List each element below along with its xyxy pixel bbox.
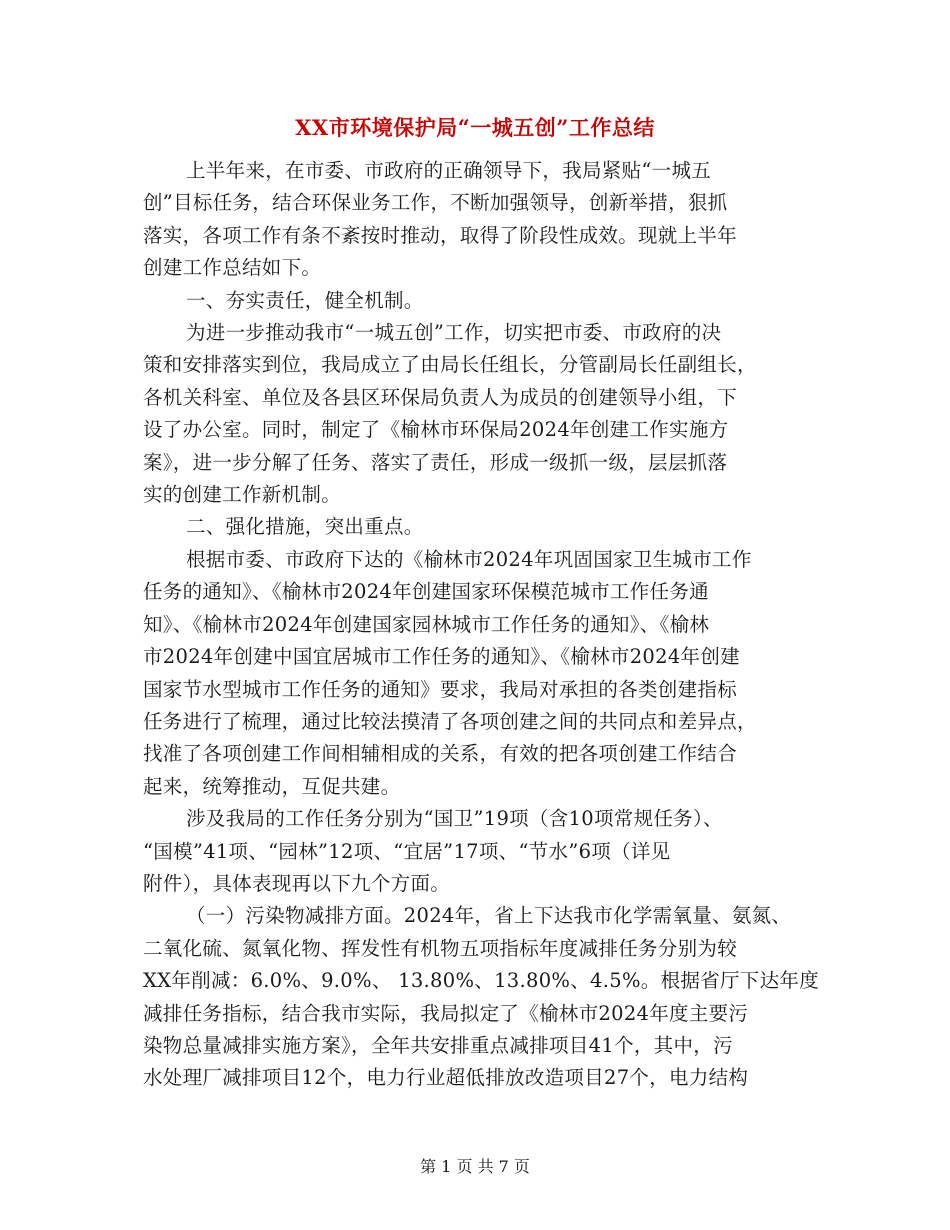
text-line: 策和安排落实到位，我局成立了由局长任组长，分管副局长任副组长， [143, 353, 757, 377]
document-body [143, 155, 819, 1095]
text-line: “国模”41项、“园林”12项、“宜居”17项、“节水”6项（详见 [143, 839, 671, 863]
text-line: 找准了各项创建工作间相辅相成的关系，有效的把各项创建工作结合 [143, 742, 738, 766]
section-heading-2 [143, 511, 808, 543]
text-line: 各机关科室、单位及各县区环保局负责人为成员的创建领导小组，下 [143, 385, 738, 409]
document-title: XX市环境保护局“一城五创”工作总结 [295, 115, 655, 140]
text-line: 任务的通知》、《榆林市2024年创建国家环保模范城市工作任务通 [143, 580, 709, 604]
paragraph-section-1 [143, 317, 808, 511]
text-line: 根据市委、市政府下达的《榆林市2024年巩固国家卫生城市工作 [186, 547, 752, 571]
paragraph-emission-reduction [143, 900, 819, 1094]
text-line: 附件），具体表现再以下九个方面。 [143, 871, 451, 895]
text-line: 任务进行了梳理，通过比较法摸清了各项创建之间的共同点和差异点， [143, 709, 757, 733]
text-line: （一）污染物减排方面。2024年，省上下达我市化学需氧量、氨氮、 [186, 904, 792, 928]
text-line: 起来，统筹推动，互促共建。 [143, 774, 401, 798]
text-line: 二氧化硫、氮氧化物、挥发性有机物五项指标年度减排任务分别为较 [143, 936, 738, 960]
page-footer: 第 1 页 共 7 页 [420, 1157, 530, 1176]
text-line: 水处理厂减排项目12个，电力行业超低排放改造项目27个，电力结构 [143, 1066, 749, 1090]
section-heading-1 [143, 285, 808, 317]
text-line: 减排任务指标，结合我市实际，我局拟定了《榆林市2024年度主要污 [143, 1001, 749, 1025]
text-line: 国家节水型城市工作任务的通知》要求，我局对承担的各类创建指标 [143, 677, 738, 701]
text-line: 设了办公室。同时，制定了《榆林市环保局2024年创建工作实施方 [143, 418, 729, 442]
paragraph-tasks [143, 803, 808, 900]
text-line: 落实，各项工作有条不紊按时推动，取得了阶段性成效。现就上半年 [143, 223, 738, 247]
paragraph-section-2 [143, 544, 808, 803]
heading-line: 一、夯实责任，健全机制。 [186, 288, 424, 312]
text-line: XX年削减：6.0%、9.0%、 13.80%、13.80%、4.5%。根据省厅下达年度 [143, 969, 819, 993]
text-line: 创建工作总结如下。 [143, 256, 322, 280]
text-line: 创”目标任务，结合环保业务工作，不断加强领导，创新举措，狠抓 [143, 191, 728, 215]
text-line: 实的创建工作新机制。 [143, 483, 342, 507]
text-line: 为进一步推动我市“一城五创”工作，切实把市委、市政府的决 [186, 321, 722, 345]
heading-line: 二、强化措施，突出重点。 [186, 515, 424, 539]
text-line: 染物总量减排实施方案》，全年共安排重点减排项目41个，其中，污 [143, 1033, 733, 1057]
text-line: 涉及我局的工作任务分别为“国卫”19项（含10项常规任务）、 [186, 807, 723, 831]
text-line: 市2024年创建中国宜居城市工作任务的通知》、《榆林市2024年创建 [143, 645, 740, 669]
text-line: 知》、《榆林市2024年创建国家园林城市工作任务的通知》、《榆林 [143, 612, 710, 636]
text-line: 上半年来，在市委、市政府的正确领导下，我局紧贴“一城五 [186, 159, 712, 182]
text-line: 案》，进一步分解了任务、落实了责任，形成一级抓一级，层层抓落 [143, 450, 728, 474]
paragraph-intro [143, 155, 808, 285]
